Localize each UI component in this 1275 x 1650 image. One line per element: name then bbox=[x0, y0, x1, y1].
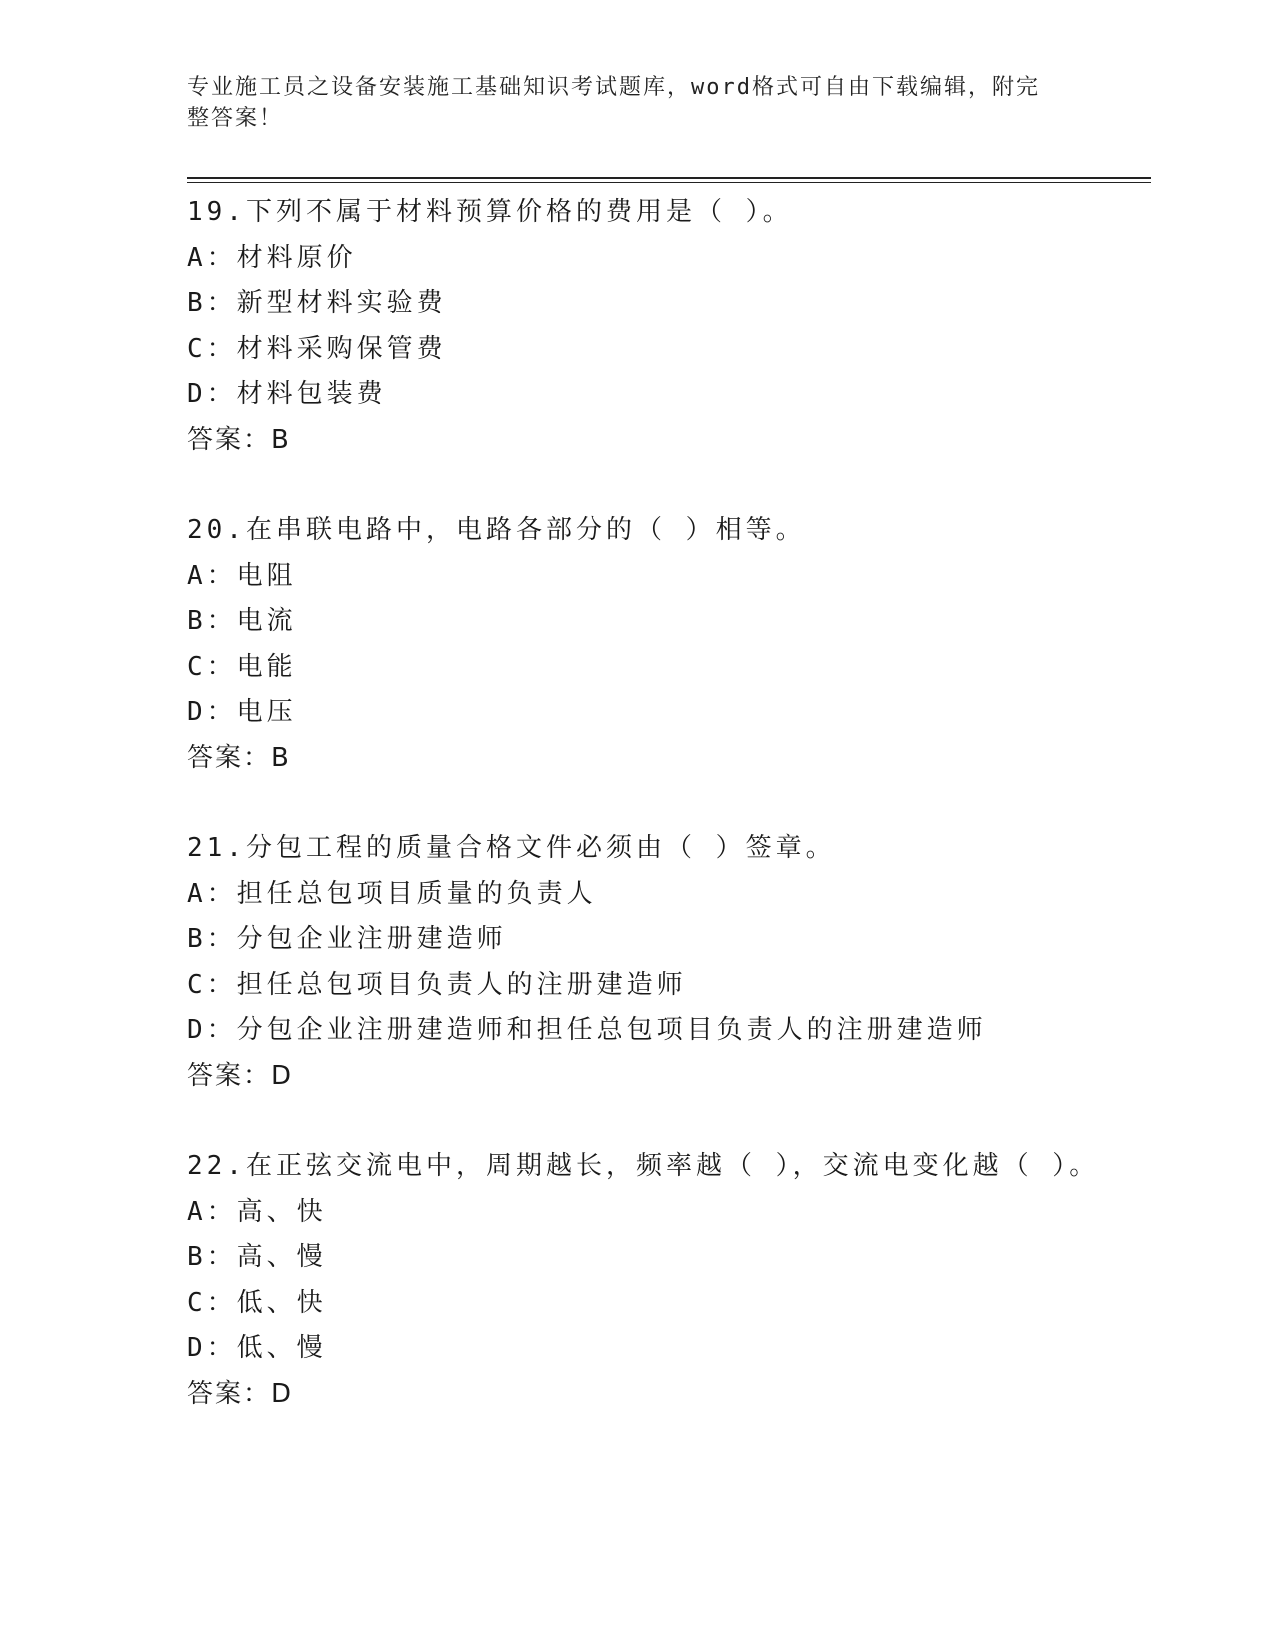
question-stem: 19.下列不属于材料预算价格的费用是（ ）。 bbox=[187, 197, 793, 227]
question-stem: 21.分包工程的质量合格文件必须由（ ）签章。 bbox=[187, 833, 836, 863]
header-line-1: 专业施工员之设备安装施工基础知识考试题库，word格式可自由下载编辑，附完 bbox=[187, 75, 1040, 100]
question-stem: 22.在正弦交流电中，周期越长，频率越（ ），交流电变化越（ ）。 bbox=[187, 1151, 1100, 1181]
option-c: C：担任总包项目负责人的注册建造师 bbox=[187, 969, 687, 1000]
option-b: B：新型材料实验费 bbox=[187, 288, 447, 318]
answer: 答案：B bbox=[187, 424, 291, 455]
option-c: C：材料采购保管费 bbox=[187, 333, 447, 364]
option-b: B：电流 bbox=[187, 606, 297, 636]
answer: 答案：D bbox=[187, 1060, 294, 1091]
question-22 bbox=[187, 1144, 1147, 1417]
header-line-2: 整答案！ bbox=[187, 106, 284, 131]
answer: 答案：B bbox=[187, 742, 291, 773]
question-20 bbox=[187, 508, 1147, 781]
option-d: D：低、慢 bbox=[187, 1333, 327, 1363]
option-c: C：电能 bbox=[187, 651, 297, 682]
question-stem: 20.在串联电路中，电路各部分的（ ）相等。 bbox=[187, 515, 806, 545]
header-divider-thin bbox=[187, 182, 1151, 183]
question-21 bbox=[187, 826, 1147, 1099]
option-c: C：低、快 bbox=[187, 1287, 327, 1318]
answer: 答案：D bbox=[187, 1378, 294, 1409]
header-divider-thick bbox=[187, 177, 1151, 179]
option-b: B：分包企业注册建造师 bbox=[187, 924, 507, 954]
option-d: D：电压 bbox=[187, 697, 297, 727]
question-19 bbox=[187, 190, 1147, 463]
option-b: B：高、慢 bbox=[187, 1242, 327, 1272]
option-d: D：材料包装费 bbox=[187, 379, 387, 409]
option-a: A：材料原价 bbox=[187, 242, 357, 273]
document-header bbox=[187, 72, 1067, 134]
option-a: A：高、快 bbox=[187, 1196, 327, 1227]
option-a: A：担任总包项目质量的负责人 bbox=[187, 878, 597, 909]
option-a: A：电阻 bbox=[187, 560, 297, 591]
option-d: D：分包企业注册建造师和担任总包项目负责人的注册建造师 bbox=[187, 1015, 987, 1045]
